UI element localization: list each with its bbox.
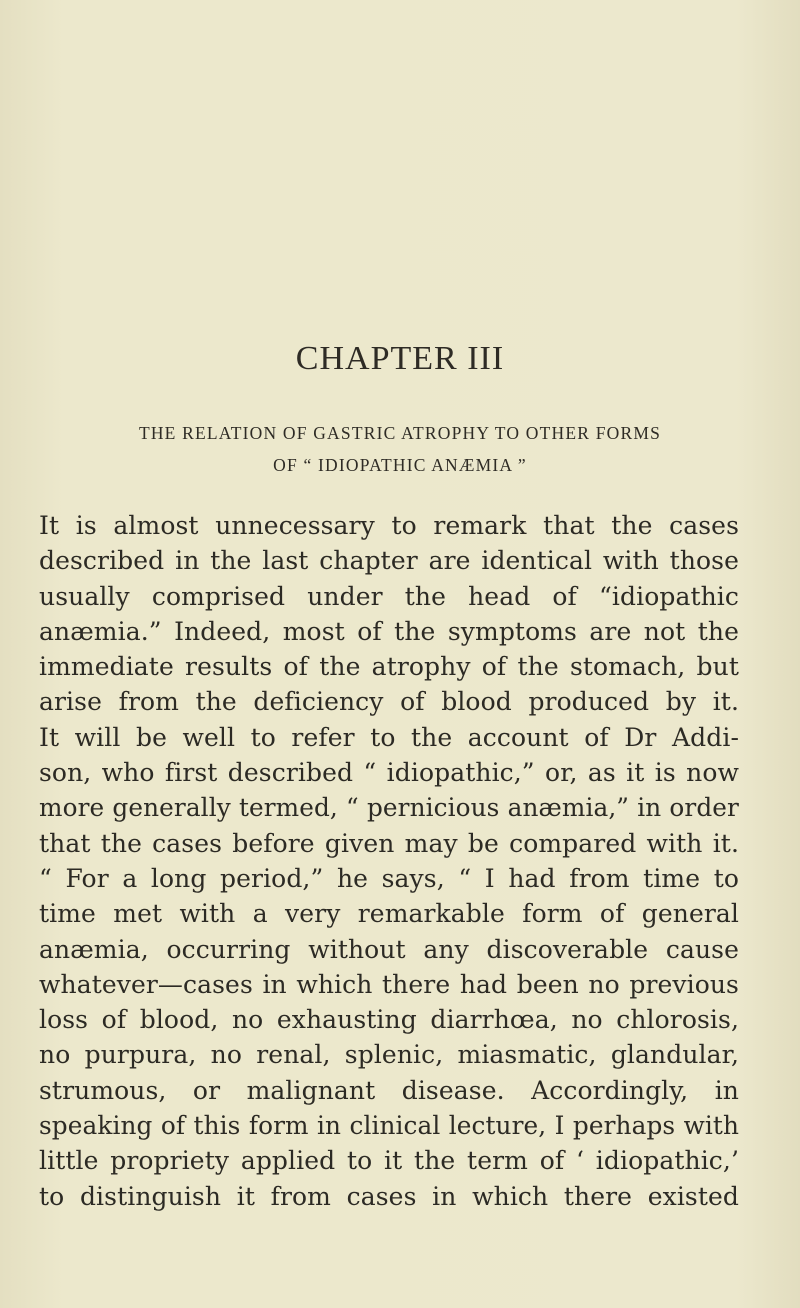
body-line-16: no purpura, no renal, splenic, miasmatic, glandular, xyxy=(39,1040,739,1070)
body-line-6: arise from the deficiency of blood produced by it. xyxy=(39,687,739,717)
body-line-8: son, who first described “ idiopathic,” or, as it is now xyxy=(39,758,739,788)
chapter-title: CHAPTER III xyxy=(295,340,505,377)
body-line-11: “ For a long period,” he says, “ I had from time to xyxy=(39,863,739,893)
chapter-subtitle-line-1: THE RELATION OF GASTRIC ATROPHY TO OTHER FORMS xyxy=(138,423,662,443)
body-line-13: anæmia, occurring without any discoverable cause xyxy=(39,934,739,964)
body-line-9: more generally termed, “ pernicious anæmia,” in order xyxy=(39,793,739,823)
body-line-4: anæmia.” Indeed, most of the symptoms are not the xyxy=(39,616,739,646)
body-line-10: that the cases before given may be compared with it. xyxy=(39,828,739,858)
body-line-14: whatever—cases in which there had been no previous xyxy=(39,969,739,999)
body-line-20: to distinguish it from cases in which there existed xyxy=(39,1181,739,1211)
body-line-5: immediate results of the atrophy of the stomach, but xyxy=(39,652,739,682)
body-line-17: strumous, or malignant disease. Accordingly, in xyxy=(39,1075,739,1105)
body-line-12: time met with a very remarkable form of general xyxy=(39,899,739,929)
body-line-1: It is almost unnecessary to remark that the cases xyxy=(39,511,739,540)
body-text xyxy=(39,508,739,1214)
body-line-19: little propriety applied to it the term of ‘ idiopathic,’ xyxy=(39,1146,739,1176)
body-line-3: usually comprised under the head of “idiopathic xyxy=(39,581,739,611)
body-line-7: It will be well to refer to the account of Dr Addi- xyxy=(39,722,739,752)
body-line-2: described in the last chapter are identical with those xyxy=(39,546,739,576)
body-line-15: loss of blood, no exhausting diarrhœa, no chlorosis, xyxy=(39,1005,739,1035)
chapter-subtitle-line-2: OF “ IDIOPATHIC ANÆMIA ” xyxy=(273,455,527,475)
body-line-18: speaking of this form in clinical lecture, I perhaps with xyxy=(39,1111,739,1141)
